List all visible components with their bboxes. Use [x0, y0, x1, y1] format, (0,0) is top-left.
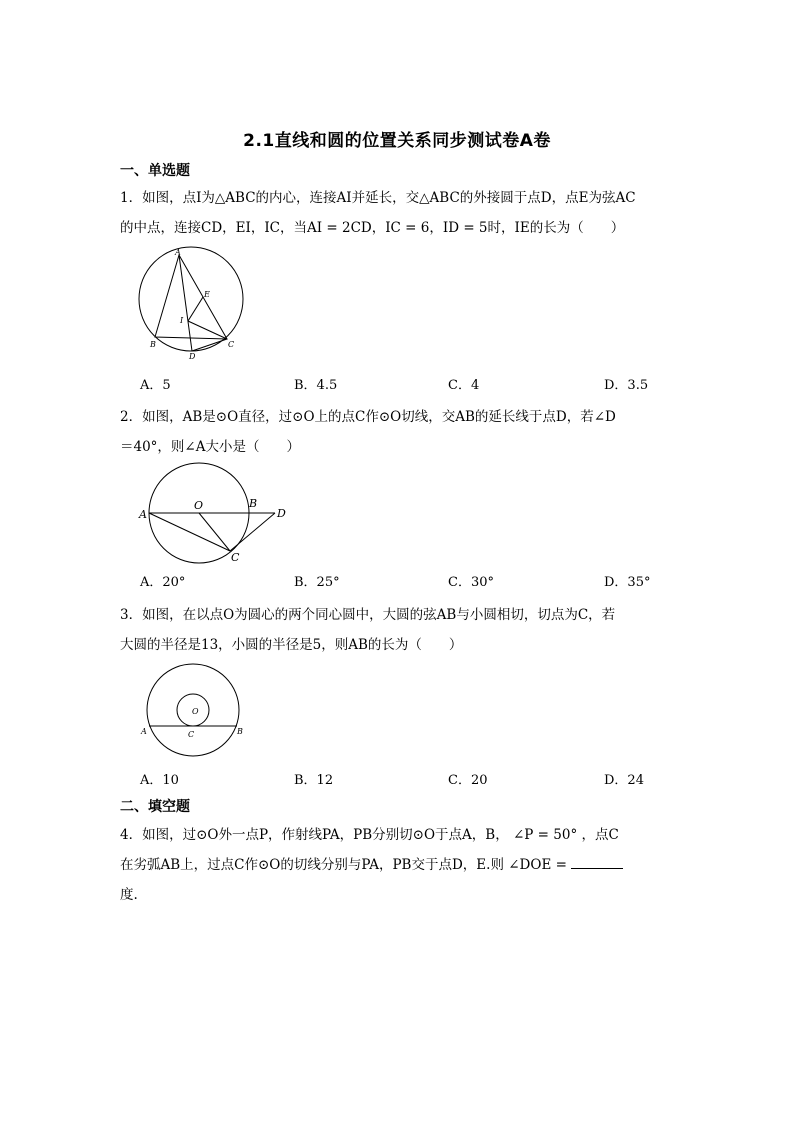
section-heading-fill-blank: 二、填空题	[120, 799, 190, 815]
figure-1-label-D: D	[189, 352, 196, 361]
question-2-option-b: B．25°	[294, 575, 340, 590]
figure-1-label-I: I	[180, 316, 184, 325]
question-3-line-1: 3．如图，在以点O为圆心的两个同心圆中，大圆的弦AB与小圆相切，切点为C，若	[120, 607, 616, 623]
question-3-option-b: B．12	[294, 773, 334, 788]
figure-2-label-B: B	[249, 497, 258, 510]
figure-2-label-O: O	[194, 499, 204, 512]
answer-blank[interactable]	[571, 856, 623, 869]
question-2-figure	[135, 462, 295, 567]
question-3-option-a: A．10	[140, 773, 179, 788]
question-1-option-b: B．4.5	[294, 378, 338, 393]
question-2-option-c: C．30°	[448, 575, 494, 590]
question-2-line-2: ＝40°，则∠A大小是（ ）	[120, 439, 300, 455]
question-4-line-2-wrap	[120, 853, 623, 873]
question-3-figure	[135, 662, 250, 762]
figure-3-label-B: B	[237, 727, 243, 736]
figure-3-label-O: O	[192, 707, 199, 716]
question-1-option-a: A．5	[140, 378, 171, 393]
question-4-line-3: 度.	[120, 887, 138, 903]
page-title: 2.1直线和圆的位置关系同步测试卷A卷	[243, 131, 551, 151]
question-3-option-c: C．20	[448, 773, 488, 788]
figure-1-label-A: A	[175, 248, 181, 257]
figure-2-label-D: D	[277, 507, 286, 520]
figure-1-label-C: C	[228, 340, 235, 349]
question-3-option-d: D．24	[604, 773, 644, 788]
question-2-option-d: D．35°	[604, 575, 651, 590]
question-1-figure	[135, 245, 255, 365]
figure-2-label-C: C	[231, 551, 240, 564]
question-4-line-1: 4．如图，过⊙O外一点P，作射线PA，PB分别切⊙O于点A，B， ∠P = 50° ，点C	[120, 827, 619, 843]
figure-2-label-A: A	[139, 508, 147, 521]
figure-3-label-A: A	[141, 727, 147, 736]
section-heading-single-choice: 一、单选题	[120, 163, 190, 179]
figure-1-label-B: B	[150, 340, 156, 349]
question-1-option-c: C．4	[448, 378, 480, 393]
question-3-line-2: 大圆的半径是13，小圆的半径是5，则AB的长为（ ）	[120, 637, 463, 653]
question-2-option-a: A．20°	[140, 575, 186, 590]
question-4-line-2: 在劣弧AB上，过点C作⊙O的切线分别与PA，PB交于点D，E.则 ∠DOE =	[120, 857, 567, 873]
question-1-option-d: D．3.5	[604, 378, 649, 393]
figure-1-label-E: E	[204, 290, 210, 299]
figure-3-label-C: C	[188, 730, 195, 739]
question-1-line-2: 的中点，连接CD，EI，IC，当AI = 2CD，IC = 6，ID = 5时，IE的长为（ ）	[120, 220, 625, 236]
question-1-line-1: 1．如图，点I为△ABC的内心，连接AI并延长，交△ABC的外接圆于点D，点E为弦AC	[120, 190, 636, 206]
question-2-line-1: 2．如图，AB是⊙O直径，过⊙O上的点C作⊙O切线，交AB的延长线于点D，若∠D	[120, 409, 616, 425]
